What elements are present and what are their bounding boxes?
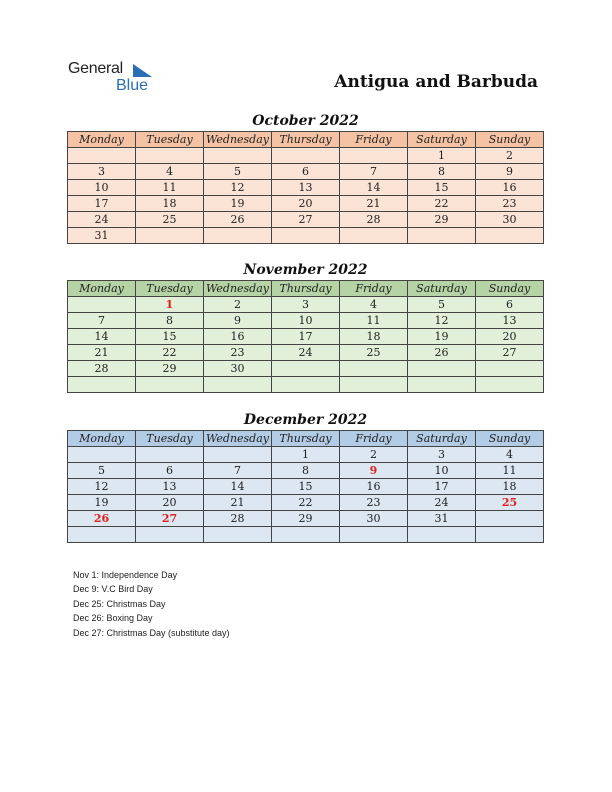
empty-day-cell: [68, 447, 136, 463]
empty-day-cell: [136, 527, 204, 543]
day-cell: 17: [408, 479, 476, 495]
week-row: [68, 345, 544, 361]
day-cell: 20: [136, 495, 204, 511]
day-cell: 9: [340, 463, 408, 479]
day-cell: 14: [204, 479, 272, 495]
week-row: [68, 329, 544, 345]
day-cell: 16: [204, 329, 272, 345]
weekday-header: Sunday: [476, 281, 544, 297]
day-cell: 6: [272, 164, 340, 180]
day-cell: 25: [476, 495, 544, 511]
empty-day-cell: [272, 148, 340, 164]
day-cell: 26: [68, 511, 136, 527]
day-cell: 17: [68, 196, 136, 212]
day-cell: 8: [408, 164, 476, 180]
empty-day-cell: [476, 361, 544, 377]
day-cell: 22: [408, 196, 476, 212]
day-cell: 16: [340, 479, 408, 495]
day-cell: 12: [68, 479, 136, 495]
weekday-header: Saturday: [408, 431, 476, 447]
week-row: [68, 527, 544, 543]
day-cell: 20: [476, 329, 544, 345]
day-cell: 19: [408, 329, 476, 345]
weekday-header: Saturday: [408, 281, 476, 297]
day-cell: 24: [272, 345, 340, 361]
day-cell: 24: [68, 212, 136, 228]
day-cell: 9: [204, 313, 272, 329]
day-cell: 10: [272, 313, 340, 329]
day-cell: 2: [476, 148, 544, 164]
day-cell: 10: [408, 463, 476, 479]
day-cell: 3: [68, 164, 136, 180]
day-cell: 2: [204, 297, 272, 313]
empty-day-cell: [204, 377, 272, 393]
empty-day-cell: [340, 228, 408, 244]
empty-day-cell: [340, 361, 408, 377]
day-cell: 8: [272, 463, 340, 479]
day-cell: 27: [476, 345, 544, 361]
day-cell: 27: [272, 212, 340, 228]
day-cell: 30: [476, 212, 544, 228]
weekday-header: Tuesday: [136, 132, 204, 148]
holiday-note: Dec 9: V.C Bird Day: [73, 584, 153, 595]
empty-day-cell: [476, 527, 544, 543]
month-title: December 2022: [243, 412, 368, 428]
day-cell: 17: [272, 329, 340, 345]
logo: [68, 60, 163, 98]
day-cell: 18: [340, 329, 408, 345]
day-cell: 11: [476, 463, 544, 479]
month-october: [67, 111, 544, 244]
day-cell: 22: [272, 495, 340, 511]
holiday-note: Dec 26: Boxing Day: [73, 613, 153, 624]
day-cell: 3: [272, 297, 340, 313]
weekday-header: Tuesday: [136, 431, 204, 447]
weekday-header: Thursday: [272, 132, 340, 148]
holiday-note: Dec 27: Christmas Day (substitute day): [73, 627, 230, 638]
day-cell: 28: [68, 361, 136, 377]
day-cell: 29: [272, 511, 340, 527]
empty-day-cell: [340, 527, 408, 543]
empty-day-cell: [136, 377, 204, 393]
day-cell: 19: [204, 196, 272, 212]
weekday-header: Friday: [340, 132, 408, 148]
day-cell: 7: [68, 313, 136, 329]
day-cell: 13: [272, 180, 340, 196]
day-cell: 6: [476, 297, 544, 313]
empty-day-cell: [408, 228, 476, 244]
day-cell: 18: [476, 479, 544, 495]
day-cell: 12: [408, 313, 476, 329]
logo-text-blue: Blue: [116, 77, 149, 94]
week-row: [68, 228, 544, 244]
empty-day-cell: [136, 228, 204, 244]
empty-day-cell: [340, 377, 408, 393]
holiday-note: Dec 25: Christmas Day: [73, 598, 166, 609]
weekday-header: Sunday: [476, 431, 544, 447]
day-cell: 30: [204, 361, 272, 377]
month-november: [67, 260, 544, 393]
day-cell: 28: [340, 212, 408, 228]
country-title: Antigua and Barbuda: [334, 72, 538, 92]
holiday-notes: [73, 568, 230, 640]
calendar-table: [67, 430, 544, 543]
day-cell: 3: [408, 447, 476, 463]
day-cell: 7: [340, 164, 408, 180]
calendar-table: [67, 131, 544, 244]
week-row: [68, 180, 544, 196]
day-cell: 13: [476, 313, 544, 329]
empty-day-cell: [476, 377, 544, 393]
day-cell: 5: [68, 463, 136, 479]
day-cell: 9: [476, 164, 544, 180]
day-cell: 4: [136, 164, 204, 180]
empty-day-cell: [476, 511, 544, 527]
empty-day-cell: [136, 447, 204, 463]
weekday-header: Wednesday: [204, 431, 272, 447]
day-cell: 15: [136, 329, 204, 345]
weekday-header: Thursday: [272, 281, 340, 297]
weekday-header: Wednesday: [204, 281, 272, 297]
weekday-header: Saturday: [408, 132, 476, 148]
day-cell: 26: [204, 212, 272, 228]
empty-day-cell: [136, 148, 204, 164]
day-cell: 4: [476, 447, 544, 463]
day-cell: 1: [272, 447, 340, 463]
day-cell: 5: [408, 297, 476, 313]
weekday-header: Monday: [68, 431, 136, 447]
day-cell: 1: [408, 148, 476, 164]
day-cell: 18: [136, 196, 204, 212]
empty-day-cell: [272, 377, 340, 393]
day-cell: 6: [136, 463, 204, 479]
empty-day-cell: [68, 148, 136, 164]
day-cell: 23: [340, 495, 408, 511]
day-cell: 25: [136, 212, 204, 228]
day-cell: 28: [204, 511, 272, 527]
day-cell: 21: [68, 345, 136, 361]
day-cell: 13: [136, 479, 204, 495]
day-cell: 2: [340, 447, 408, 463]
day-cell: 15: [272, 479, 340, 495]
empty-day-cell: [68, 527, 136, 543]
week-row: [68, 463, 544, 479]
week-row: [68, 377, 544, 393]
month-december: [67, 410, 544, 543]
week-row: [68, 148, 544, 164]
day-cell: 1: [136, 297, 204, 313]
day-cell: 11: [340, 313, 408, 329]
empty-day-cell: [204, 148, 272, 164]
empty-day-cell: [272, 527, 340, 543]
day-cell: 4: [340, 297, 408, 313]
day-cell: 23: [204, 345, 272, 361]
week-row: [68, 447, 544, 463]
empty-day-cell: [340, 148, 408, 164]
day-cell: 29: [408, 212, 476, 228]
calendar-table: [67, 280, 544, 393]
week-row: [68, 511, 544, 527]
day-cell: 15: [408, 180, 476, 196]
day-cell: 20: [272, 196, 340, 212]
week-row: [68, 196, 544, 212]
week-row: [68, 212, 544, 228]
day-cell: 26: [408, 345, 476, 361]
month-title: October 2022: [252, 113, 359, 129]
logo-text-general: General: [68, 60, 123, 77]
empty-day-cell: [408, 377, 476, 393]
day-cell: 30: [340, 511, 408, 527]
week-row: [68, 164, 544, 180]
weekday-header: Tuesday: [136, 281, 204, 297]
empty-day-cell: [204, 527, 272, 543]
weekday-header: Thursday: [272, 431, 340, 447]
empty-day-cell: [476, 228, 544, 244]
day-cell: 8: [136, 313, 204, 329]
day-cell: 27: [136, 511, 204, 527]
empty-day-cell: [68, 377, 136, 393]
day-cell: 10: [68, 180, 136, 196]
holiday-note: Nov 1: Independence Day: [73, 570, 178, 580]
day-cell: 14: [68, 329, 136, 345]
empty-day-cell: [272, 361, 340, 377]
day-cell: 11: [136, 180, 204, 196]
weekday-header: Wednesday: [204, 132, 272, 148]
day-cell: 19: [68, 495, 136, 511]
day-cell: 24: [408, 495, 476, 511]
empty-day-cell: [68, 297, 136, 313]
day-cell: 16: [476, 180, 544, 196]
day-cell: 21: [340, 196, 408, 212]
day-cell: 7: [204, 463, 272, 479]
day-cell: 29: [136, 361, 204, 377]
weekday-header: Friday: [340, 281, 408, 297]
weekday-header: Monday: [68, 281, 136, 297]
empty-day-cell: [408, 361, 476, 377]
empty-day-cell: [204, 228, 272, 244]
day-cell: 31: [68, 228, 136, 244]
day-cell: 25: [340, 345, 408, 361]
empty-day-cell: [204, 447, 272, 463]
month-title: November 2022: [243, 262, 368, 278]
day-cell: 14: [340, 180, 408, 196]
day-cell: 31: [408, 511, 476, 527]
weekday-header: Monday: [68, 132, 136, 148]
week-row: [68, 479, 544, 495]
week-row: [68, 297, 544, 313]
weekday-header: Sunday: [476, 132, 544, 148]
day-cell: 5: [204, 164, 272, 180]
week-row: [68, 361, 544, 377]
day-cell: 21: [204, 495, 272, 511]
empty-day-cell: [272, 228, 340, 244]
day-cell: 22: [136, 345, 204, 361]
day-cell: 23: [476, 196, 544, 212]
empty-day-cell: [408, 527, 476, 543]
week-row: [68, 495, 544, 511]
weekday-header: Friday: [340, 431, 408, 447]
week-row: [68, 313, 544, 329]
day-cell: 12: [204, 180, 272, 196]
logo-flag-icon: [133, 64, 153, 78]
